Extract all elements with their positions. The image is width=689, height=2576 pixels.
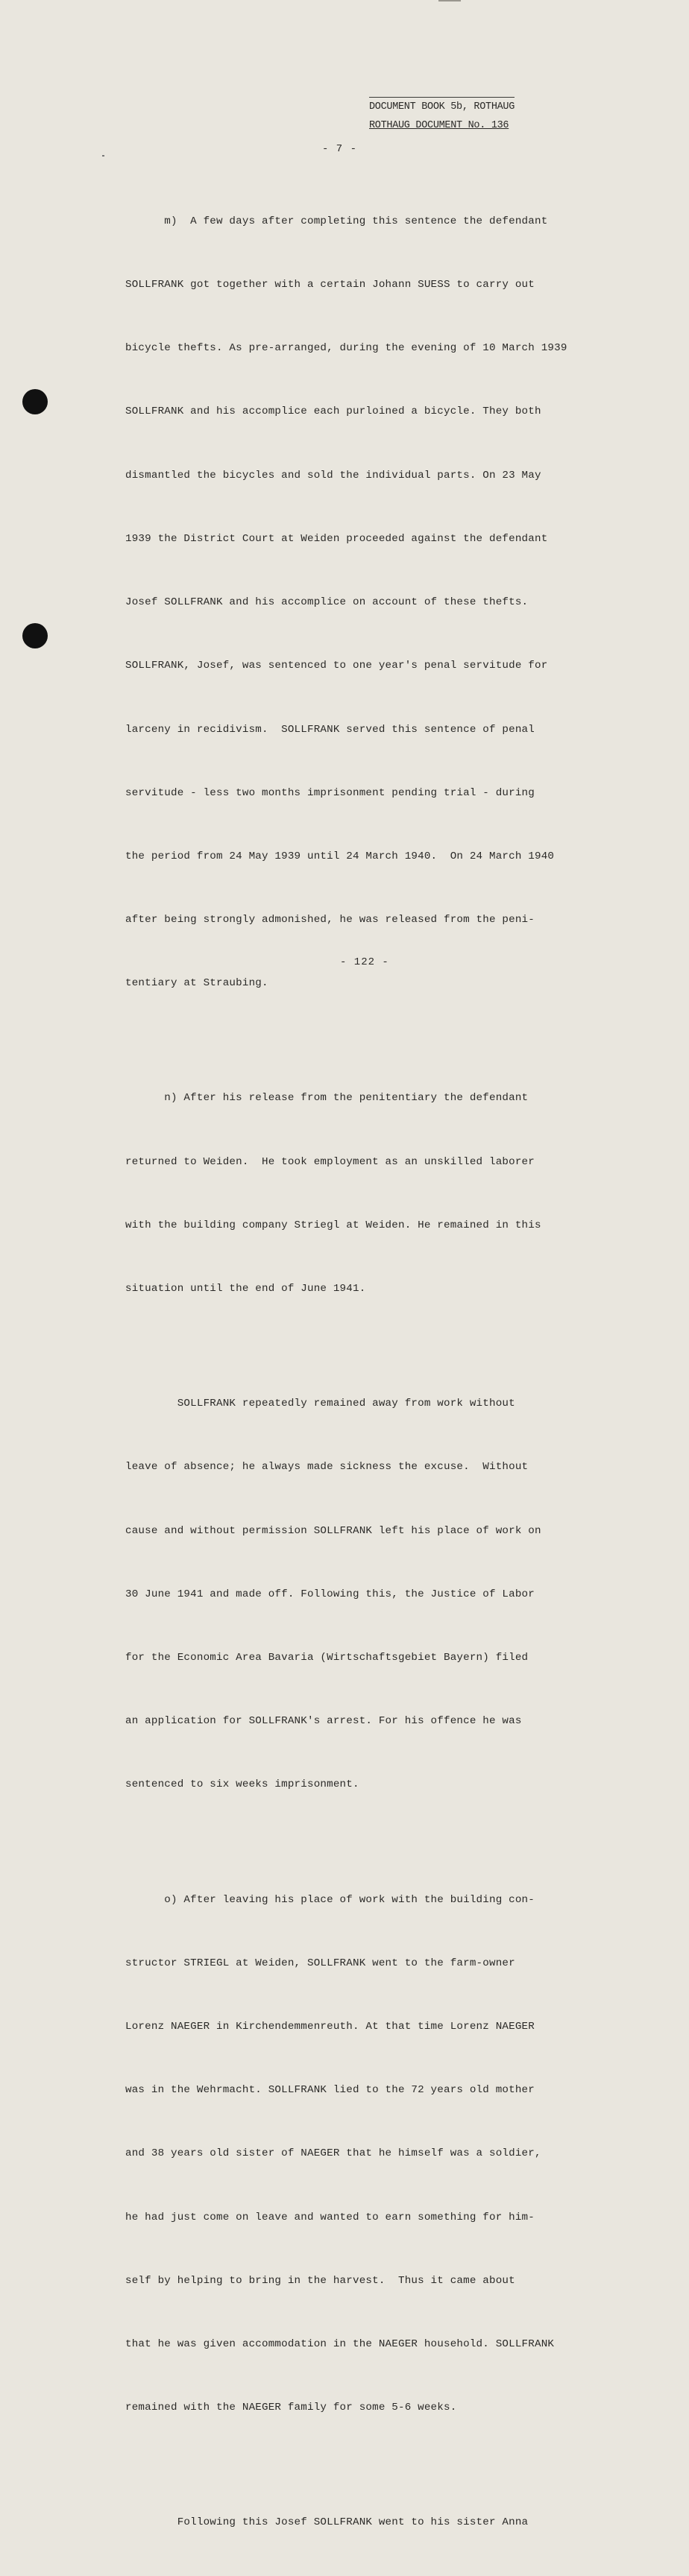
- text-line: self by helping to bring in the harvest. Thus it came about: [125, 2274, 515, 2287]
- text-line: structor STRIEGL at Weiden, SOLLFRANK went to the farm-owner: [125, 1957, 515, 1969]
- text-line: he had just come on leave and wanted to earn something for him-: [125, 2211, 535, 2223]
- text-line: n) After his release from the penitentiary the defendant: [125, 1092, 529, 1105]
- text-line: larceny in recidivism. SOLLFRANK served this sentence of penal: [125, 723, 535, 736]
- text-line: leave of absence; he always made sickness the excuse. Without: [125, 1461, 529, 1474]
- text-line: 1939 the District Court at Weiden proceeded against the defendant: [125, 532, 548, 545]
- punch-hole-icon: [22, 623, 48, 648]
- text-line: Lorenz NAEGER in Kirchendemmenreuth. At that time Lorenz NAEGER: [125, 2020, 535, 2033]
- text-line: m) A few days after completing this sentence the defendant: [125, 215, 548, 227]
- punch-hole-icon: [22, 389, 48, 414]
- text-line: sentenced to six weeks imprisonment.: [125, 1778, 359, 1791]
- text-line: Josef SOLLFRANK and his accomplice on account of these thefts.: [125, 596, 529, 609]
- paragraph-absence: [125, 1351, 603, 1837]
- stray-mark: [102, 155, 104, 157]
- document-header: [369, 97, 515, 135]
- text-line: SOLLFRANK got together with a certain Johann SUESS to carry out: [125, 279, 535, 291]
- text-line: SOLLFRANK, Josef, was sentenced to one year's penal servitude for: [125, 660, 548, 672]
- footer-page-number: - 122 -: [340, 956, 389, 968]
- header-line-book: DOCUMENT BOOK 5b, ROTHAUG: [369, 97, 515, 116]
- text-line: SOLLFRANK repeatedly remained away from work without: [125, 1398, 515, 1410]
- text-line: and 38 years old sister of NAEGER that he himself was a soldier,: [125, 2147, 541, 2160]
- text-line: servitude - less two months imprisonment pending trial - during: [125, 786, 535, 799]
- document-body: [125, 168, 603, 2576]
- text-line: after being strongly admonished, he was released from the peni-: [125, 914, 535, 926]
- text-line: with the building company Striegl at Weiden. He remained in this: [125, 1219, 541, 1231]
- text-line: o) After leaving his place of work with the building con-: [125, 1893, 535, 1906]
- text-line: returned to Weiden. He took employment as an unskilled laborer: [125, 1155, 535, 1168]
- paragraph-o: [125, 1847, 603, 2461]
- page-number: - 7 -: [322, 143, 358, 155]
- text-line: remained with the NAEGER family for some 5-6 weeks.: [125, 2402, 457, 2414]
- text-line: Following this Josef SOLLFRANK went to his sister Anna: [125, 2516, 529, 2529]
- text-line: for the Economic Area Bavaria (Wirtschaftsgebiet Bayern) filed: [125, 1652, 529, 1664]
- paragraph-n: [125, 1046, 603, 1342]
- text-line: the period from 24 May 1939 until 24 March 1940. On 24 March 1940: [125, 850, 555, 862]
- text-line: situation until the end of June 1941.: [125, 1283, 366, 1295]
- top-edge-mark: [438, 0, 461, 1]
- header-line-document: ROTHAUG DOCUMENT No. 136: [369, 120, 509, 131]
- text-line: that he was given accommodation in the NAEGER household. SOLLFRANK: [125, 2338, 555, 2351]
- paragraph-m: [125, 168, 603, 1037]
- text-line: dismantled the bicycles and sold the individual parts. On 23 May: [125, 469, 541, 482]
- text-line: bicycle thefts. As pre-arranged, during the evening of 10 March 1939: [125, 342, 567, 355]
- paragraph-following: [125, 2469, 603, 2575]
- text-line: an application for SOLLFRANK's arrest. For his offence he was: [125, 1715, 522, 1728]
- text-line: SOLLFRANK and his accomplice each purloined a bicycle. They both: [125, 405, 541, 418]
- text-line: 30 June 1941 and made off. Following this, the Justice of Labor: [125, 1588, 535, 1600]
- text-line: tentiary at Straubing.: [125, 977, 268, 990]
- text-line: was in the Wehrmacht. SOLLFRANK lied to the 72 years old mother: [125, 2084, 535, 2097]
- text-line: cause and without permission SOLLFRANK left his place of work on: [125, 1524, 541, 1537]
